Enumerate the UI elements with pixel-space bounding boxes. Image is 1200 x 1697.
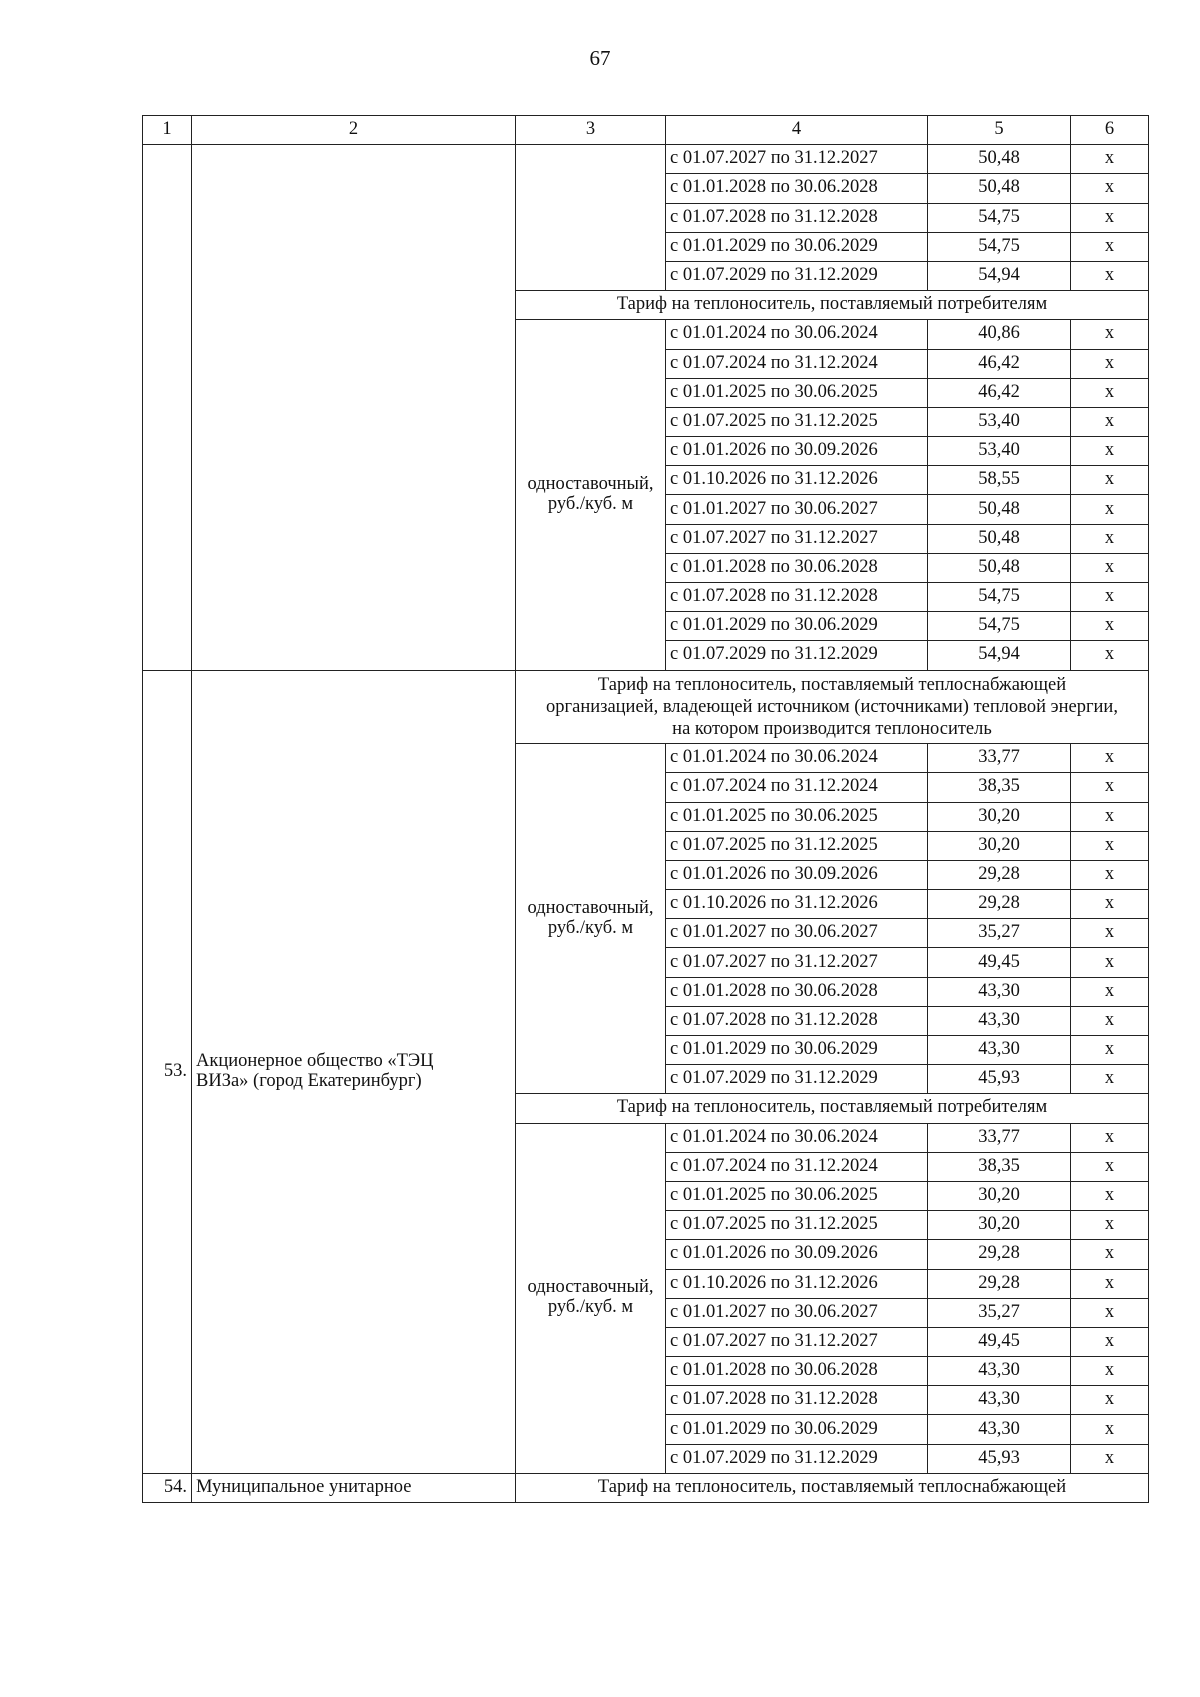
tariff-value-cell: 45,93 — [928, 1444, 1071, 1473]
tariff-value-cell: 43,30 — [928, 1386, 1071, 1415]
column-header-6: 6 — [1071, 116, 1149, 145]
section-title: Тариф на теплоноситель, поставляемый теплоснабжающей организацией, владеющей источником (источниками) тепловой энергии, на котором производится теплоноситель — [516, 670, 1149, 744]
tariff-value-cell: 54,94 — [928, 261, 1071, 290]
tariff-value-cell: 43,30 — [928, 1357, 1071, 1386]
period-cell: с 01.07.2028 по 31.12.2028 — [666, 1006, 928, 1035]
section-title: Тариф на теплоноситель, поставляемый потребителям — [516, 291, 1149, 320]
period-cell: с 01.07.2025 по 31.12.2025 — [666, 407, 928, 436]
tariff-value-cell: 46,42 — [928, 349, 1071, 378]
org-name-line-1: Акционерное общество «ТЭЦ — [196, 1050, 434, 1071]
column-header-3: 3 — [516, 116, 666, 145]
period-cell: с 01.07.2027 по 31.12.2027 — [666, 1327, 928, 1356]
x-mark-cell: x — [1071, 1036, 1149, 1065]
period-cell: с 01.07.2027 по 31.12.2027 — [666, 948, 928, 977]
tariff-value-cell: 50,48 — [928, 553, 1071, 582]
tariff-table — [142, 115, 1149, 1503]
period-cell: с 01.01.2025 по 30.06.2025 — [666, 378, 928, 407]
x-mark-cell: x — [1071, 612, 1149, 641]
x-mark-cell: x — [1071, 145, 1149, 174]
unit-cell — [516, 1123, 666, 1473]
x-mark-cell: x — [1071, 349, 1149, 378]
period-cell: с 01.01.2026 по 30.09.2026 — [666, 1240, 928, 1269]
tariff-value-cell: 43,30 — [928, 1415, 1071, 1444]
column-header-1: 1 — [143, 116, 192, 145]
period-cell: с 01.01.2029 по 30.06.2029 — [666, 1415, 928, 1444]
x-mark-cell: x — [1071, 1327, 1149, 1356]
x-mark-cell: x — [1071, 1386, 1149, 1415]
x-mark-cell: x — [1071, 232, 1149, 261]
x-mark-cell: x — [1071, 203, 1149, 232]
tariff-value-cell: 43,30 — [928, 1036, 1071, 1065]
row-number-cell — [143, 145, 192, 670]
period-cell: с 01.07.2029 по 31.12.2029 — [666, 1444, 928, 1473]
column-header-5: 5 — [928, 116, 1071, 145]
period-cell: с 01.07.2028 по 31.12.2028 — [666, 583, 928, 612]
org-name-line-2: ВИЗа» (город Екатеринбург) — [196, 1070, 422, 1091]
column-header-4: 4 — [666, 116, 928, 145]
x-mark-cell: x — [1071, 1357, 1149, 1386]
tariff-value-cell: 49,45 — [928, 1327, 1071, 1356]
tariff-value-cell: 29,28 — [928, 860, 1071, 889]
tariff-value-cell: 29,28 — [928, 890, 1071, 919]
x-mark-cell: x — [1071, 831, 1149, 860]
tariff-value-cell: 30,20 — [928, 831, 1071, 860]
period-cell: с 01.07.2028 по 31.12.2028 — [666, 1386, 928, 1415]
tariff-value-cell: 54,75 — [928, 612, 1071, 641]
x-mark-cell: x — [1071, 1240, 1149, 1269]
tariff-value-cell: 30,20 — [928, 1181, 1071, 1210]
org-name-cell — [192, 145, 516, 670]
unit-line-2: руб./куб. м — [547, 1297, 634, 1318]
tariff-value-cell: 46,42 — [928, 378, 1071, 407]
x-mark-cell: x — [1071, 802, 1149, 831]
period-cell: с 01.01.2029 по 30.06.2029 — [666, 612, 928, 641]
period-cell: с 01.01.2025 по 30.06.2025 — [666, 802, 928, 831]
period-cell: с 01.01.2025 по 30.06.2025 — [666, 1181, 928, 1210]
period-cell: с 01.07.2027 по 31.12.2027 — [666, 524, 928, 553]
tariff-value-cell: 58,55 — [928, 466, 1071, 495]
x-mark-cell: x — [1071, 1298, 1149, 1327]
unit-line-1: одноставочный, — [527, 473, 654, 494]
period-cell: с 01.01.2027 по 30.06.2027 — [666, 1298, 928, 1327]
period-cell: с 01.01.2027 по 30.06.2027 — [666, 495, 928, 524]
period-cell: с 01.01.2028 по 30.06.2028 — [666, 174, 928, 203]
tariff-value-cell: 54,75 — [928, 232, 1071, 261]
tariff-value-cell: 50,48 — [928, 174, 1071, 203]
x-mark-cell: x — [1071, 1181, 1149, 1210]
tariff-value-cell: 33,77 — [928, 744, 1071, 773]
tariff-value-cell: 53,40 — [928, 437, 1071, 466]
tariff-value-cell: 49,45 — [928, 948, 1071, 977]
period-cell: с 01.07.2024 по 31.12.2024 — [666, 1152, 928, 1181]
x-mark-cell: x — [1071, 1006, 1149, 1035]
section-row — [143, 1473, 1149, 1502]
x-mark-cell: x — [1071, 1065, 1149, 1094]
period-cell: с 01.01.2024 по 30.06.2024 — [666, 1123, 928, 1152]
x-mark-cell: x — [1071, 466, 1149, 495]
unit-line-2: руб./куб. м — [547, 493, 634, 514]
period-cell: с 01.01.2026 по 30.09.2026 — [666, 437, 928, 466]
org-name-cell — [192, 670, 516, 1473]
period-cell: с 01.10.2026 по 31.12.2026 — [666, 890, 928, 919]
x-mark-cell: x — [1071, 524, 1149, 553]
x-mark-cell: x — [1071, 919, 1149, 948]
period-cell: с 01.07.2029 по 31.12.2029 — [666, 641, 928, 670]
section-title: Тариф на теплоноситель, поставляемый потребителям — [516, 1094, 1149, 1123]
tariff-value-cell: 30,20 — [928, 1211, 1071, 1240]
period-cell: с 01.01.2028 по 30.06.2028 — [666, 1357, 928, 1386]
period-cell: с 01.10.2026 по 31.12.2026 — [666, 466, 928, 495]
unit-cell — [516, 744, 666, 1094]
unit-cell — [516, 320, 666, 670]
x-mark-cell: x — [1071, 948, 1149, 977]
tariff-value-cell: 50,48 — [928, 524, 1071, 553]
period-cell: с 01.01.2028 по 30.06.2028 — [666, 553, 928, 582]
unit-line-2: руб./куб. м — [547, 917, 634, 938]
x-mark-cell: x — [1071, 407, 1149, 436]
page-number: 67 — [589, 46, 611, 70]
tariff-value-cell: 50,48 — [928, 145, 1071, 174]
x-mark-cell: x — [1071, 437, 1149, 466]
section-row — [143, 670, 1149, 744]
x-mark-cell: x — [1071, 378, 1149, 407]
x-mark-cell: x — [1071, 890, 1149, 919]
x-mark-cell: x — [1071, 495, 1149, 524]
tariff-value-cell: 35,27 — [928, 919, 1071, 948]
tariff-value-cell: 29,28 — [928, 1240, 1071, 1269]
tariff-value-cell: 33,77 — [928, 1123, 1071, 1152]
tariff-value-cell: 54,75 — [928, 583, 1071, 612]
x-mark-cell: x — [1071, 261, 1149, 290]
x-mark-cell: x — [1071, 860, 1149, 889]
unit-line-1: одноставочный, — [527, 897, 654, 918]
x-mark-cell: x — [1071, 744, 1149, 773]
tariff-value-cell: 29,28 — [928, 1269, 1071, 1298]
tariff-value-cell: 43,30 — [928, 1006, 1071, 1035]
x-mark-cell: x — [1071, 977, 1149, 1006]
period-cell: с 01.01.2028 по 30.06.2028 — [666, 977, 928, 1006]
tariff-value-cell: 38,35 — [928, 773, 1071, 802]
x-mark-cell: x — [1071, 1269, 1149, 1298]
tariff-value-cell: 40,86 — [928, 320, 1071, 349]
tariff-value-cell: 54,75 — [928, 203, 1071, 232]
tariff-value-cell: 50,48 — [928, 495, 1071, 524]
period-cell: с 01.01.2029 по 30.06.2029 — [666, 1036, 928, 1065]
tariff-value-cell: 53,40 — [928, 407, 1071, 436]
column-header-2: 2 — [192, 116, 516, 145]
column-header-row — [143, 116, 1149, 145]
x-mark-cell: x — [1071, 174, 1149, 203]
tariff-table-body — [143, 116, 1149, 1503]
period-cell: с 01.07.2029 по 31.12.2029 — [666, 1065, 928, 1094]
tariff-value-cell: 30,20 — [928, 802, 1071, 831]
period-cell: с 01.01.2027 по 30.06.2027 — [666, 919, 928, 948]
period-cell: с 01.07.2025 по 31.12.2025 — [666, 1211, 928, 1240]
x-mark-cell: x — [1071, 553, 1149, 582]
x-mark-cell: x — [1071, 320, 1149, 349]
tariff-value-cell: 45,93 — [928, 1065, 1071, 1094]
x-mark-cell: x — [1071, 1211, 1149, 1240]
org-name-cell: Муниципальное унитарное — [192, 1473, 516, 1502]
period-cell: с 01.07.2029 по 31.12.2029 — [666, 261, 928, 290]
unit-cell — [516, 145, 666, 291]
table-row — [143, 145, 1149, 174]
period-cell: с 01.07.2024 по 31.12.2024 — [666, 773, 928, 802]
x-mark-cell: x — [1071, 1152, 1149, 1181]
period-cell: с 01.01.2024 по 30.06.2024 — [666, 744, 928, 773]
period-cell: с 01.01.2026 по 30.09.2026 — [666, 860, 928, 889]
row-number-cell: 53. — [143, 670, 192, 1473]
x-mark-cell: x — [1071, 773, 1149, 802]
x-mark-cell: x — [1071, 583, 1149, 612]
period-cell: с 01.07.2025 по 31.12.2025 — [666, 831, 928, 860]
period-cell: с 01.01.2024 по 30.06.2024 — [666, 320, 928, 349]
tariff-value-cell: 38,35 — [928, 1152, 1071, 1181]
period-cell: с 01.07.2028 по 31.12.2028 — [666, 203, 928, 232]
period-cell: с 01.10.2026 по 31.12.2026 — [666, 1269, 928, 1298]
x-mark-cell: x — [1071, 1444, 1149, 1473]
unit-line-1: одноставочный, — [527, 1277, 654, 1298]
x-mark-cell: x — [1071, 1123, 1149, 1152]
period-cell: с 01.01.2029 по 30.06.2029 — [666, 232, 928, 261]
period-cell: с 01.07.2027 по 31.12.2027 — [666, 145, 928, 174]
x-mark-cell: x — [1071, 1415, 1149, 1444]
row-number-cell: 54. — [143, 1473, 192, 1502]
section-title: Тариф на теплоноситель, поставляемый теплоснабжающей — [516, 1473, 1149, 1502]
tariff-value-cell: 54,94 — [928, 641, 1071, 670]
tariff-value-cell: 35,27 — [928, 1298, 1071, 1327]
tariff-value-cell: 43,30 — [928, 977, 1071, 1006]
period-cell: с 01.07.2024 по 31.12.2024 — [666, 349, 928, 378]
x-mark-cell: x — [1071, 641, 1149, 670]
